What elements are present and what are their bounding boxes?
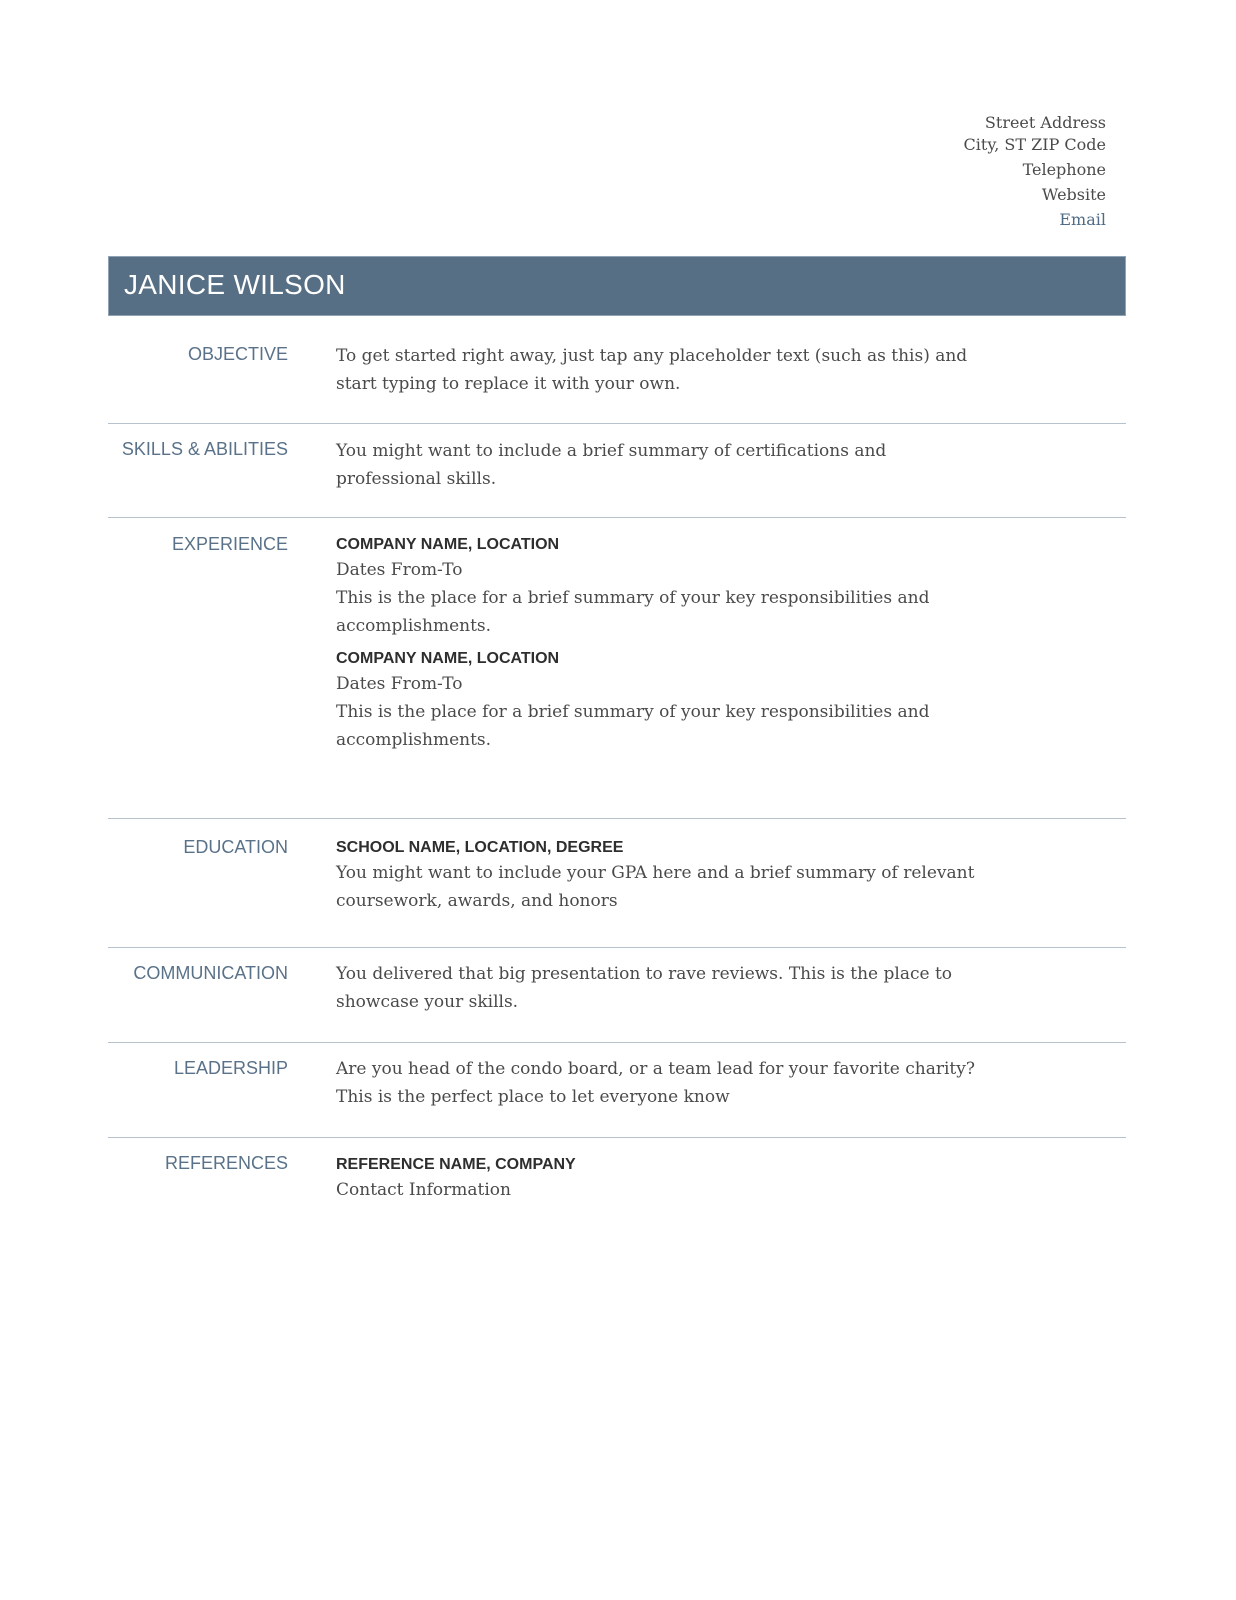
section-leadership <box>108 1043 1126 1138</box>
section-label-objective: OBJECTIVE <box>187 344 288 364</box>
job-heading: COMPANY NAME, LOCATION <box>336 650 560 667</box>
section-education <box>108 819 1126 948</box>
objective-content <box>336 342 976 398</box>
leadership-text: Are you head of the condo board, or a team lead for your favorite charity? This is the perfect place to let everyone know <box>336 1059 975 1107</box>
contact-email[interactable]: Email <box>1059 210 1106 229</box>
contact-block <box>964 112 1106 231</box>
experience-content <box>336 534 976 754</box>
section-label-communication: COMMUNICATION <box>133 963 288 983</box>
job-dates: Dates From-To <box>336 560 463 580</box>
skills-text: You might want to include a brief summary of certifications and professional skills. <box>336 441 887 489</box>
section-experience <box>108 518 1126 819</box>
section-label-experience: EXPERIENCE <box>171 534 288 554</box>
contact-street: Street Address <box>984 113 1106 132</box>
skills-content <box>336 437 976 493</box>
section-label-leadership: LEADERSHIP <box>173 1058 288 1078</box>
education-content <box>336 837 976 915</box>
communication-content <box>336 960 976 1016</box>
job-heading: COMPANY NAME, LOCATION <box>336 536 560 553</box>
name-banner <box>108 256 1126 316</box>
section-skills <box>108 424 1126 518</box>
reference-contact: Contact Information <box>336 1180 511 1200</box>
section-objective <box>108 330 1126 424</box>
person-name: JANICE WILSON <box>124 269 346 300</box>
references-content <box>336 1154 976 1204</box>
job-dates: Dates From-To <box>336 674 463 694</box>
section-label-references: REFERENCES <box>164 1153 288 1173</box>
section-references <box>108 1138 1126 1238</box>
leadership-content <box>336 1055 976 1111</box>
objective-text: To get started right away, just tap any placeholder text (such as this) and start typing to replace it with your own. <box>336 346 968 394</box>
contact-telephone: Telephone <box>1022 160 1106 179</box>
contact-website: Website <box>1041 185 1106 204</box>
school-heading: SCHOOL NAME, LOCATION, DEGREE <box>336 839 624 856</box>
reference-heading: REFERENCE NAME, COMPANY <box>336 1156 576 1173</box>
section-label-education: EDUCATION <box>183 837 288 857</box>
job-summary: This is the place for a brief summary of your key responsibilities and accomplishments. <box>336 702 930 750</box>
job-summary: This is the place for a brief summary of your key responsibilities and accomplishments. <box>336 588 930 636</box>
contact-city: City, ST ZIP Code <box>963 135 1106 154</box>
section-communication <box>108 948 1126 1043</box>
section-label-skills: SKILLS & ABILITIES <box>121 439 288 459</box>
education-text: You might want to include your GPA here and a brief summary of relevant coursework, awards, and honors <box>336 863 975 911</box>
communication-text: You delivered that big presentation to rave reviews. This is the place to showcase your skills. <box>336 964 953 1012</box>
